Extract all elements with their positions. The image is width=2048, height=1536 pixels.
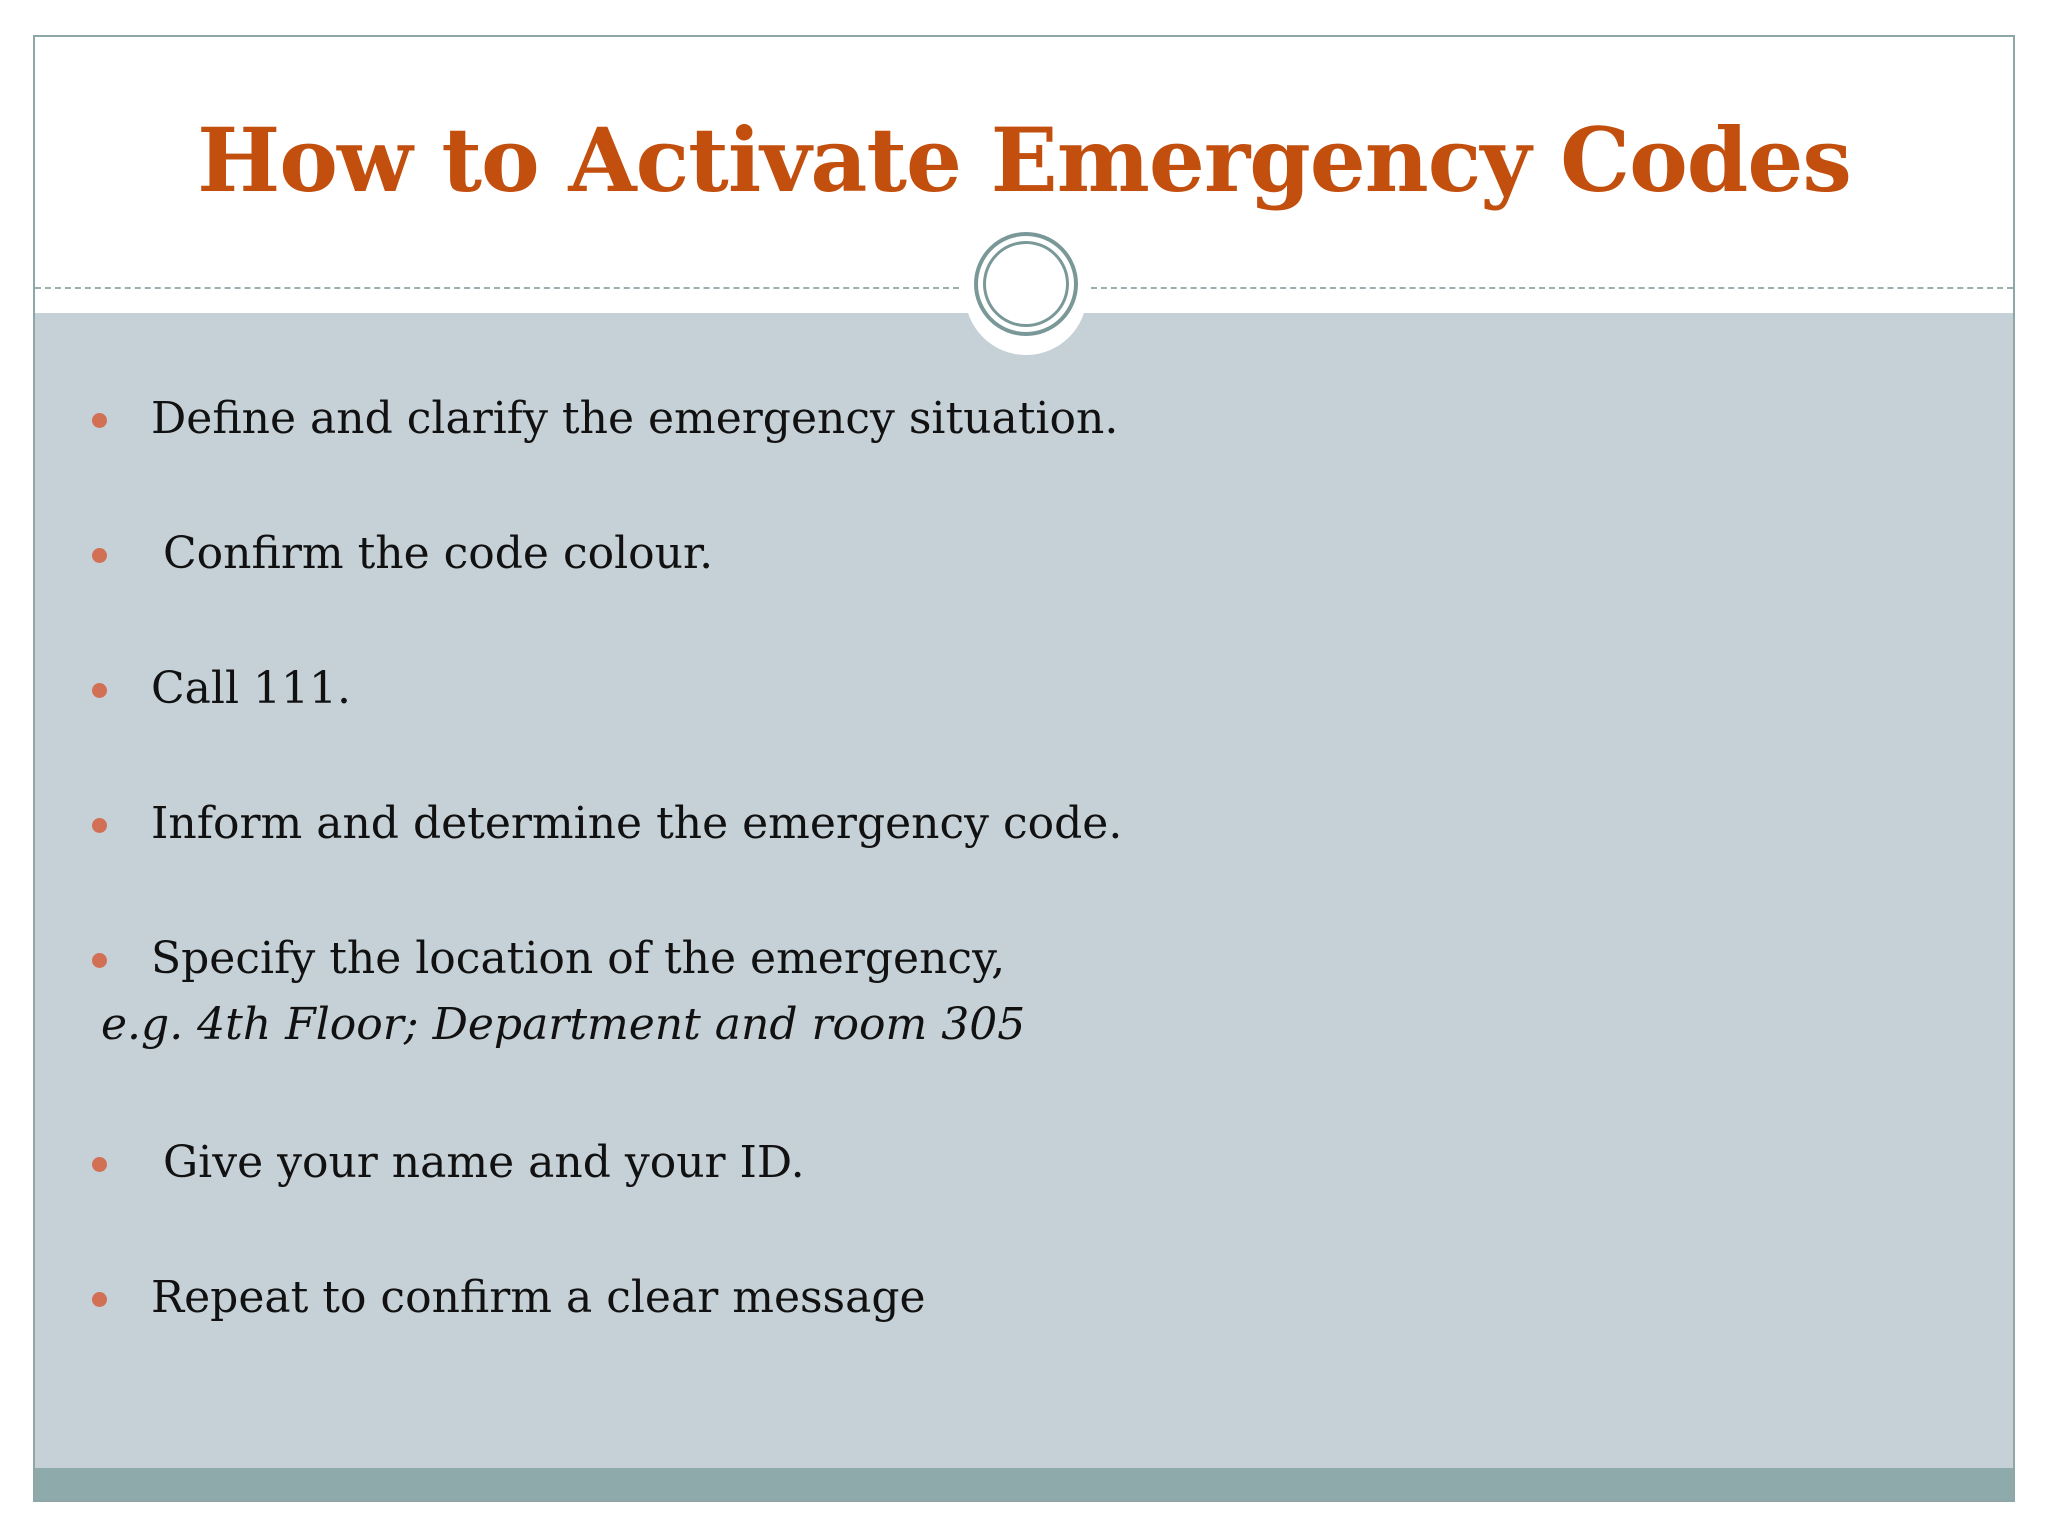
bullet-text: Specify the location of the emergency, <box>151 933 1006 984</box>
slide <box>33 35 2015 1502</box>
bullet-icon <box>92 1292 107 1307</box>
bullet-icon <box>92 1157 107 1172</box>
bullet-icon <box>92 548 107 563</box>
bullet-text: Give your name and your ID. <box>163 1137 805 1188</box>
bullet-text: Call 111. <box>151 663 351 714</box>
bullet-list <box>35 313 2013 1468</box>
bullet-text: Confirm the code colour. <box>163 528 714 579</box>
header-divider-right <box>1091 287 2013 289</box>
bullet-icon <box>92 953 107 968</box>
bullet-text: Repeat to confirm a clear message <box>151 1272 926 1323</box>
header-divider-left <box>35 287 959 289</box>
bullet-text: Inform and determine the emergency code. <box>151 798 1123 849</box>
bullet-example-text: e.g. 4th Floor; Department and room 305 <box>101 999 1026 1050</box>
bullet-icon <box>92 683 107 698</box>
bullet-text: Define and clarify the emergency situation. <box>151 393 1119 444</box>
slide-title: How to Activate Emergency Codes <box>197 108 1851 212</box>
footer-band <box>35 1468 2013 1500</box>
bullet-icon <box>92 818 107 833</box>
slide-content <box>35 313 2013 1468</box>
bullet-icon <box>92 413 107 428</box>
circle-ornament-inner-icon <box>983 241 1069 327</box>
